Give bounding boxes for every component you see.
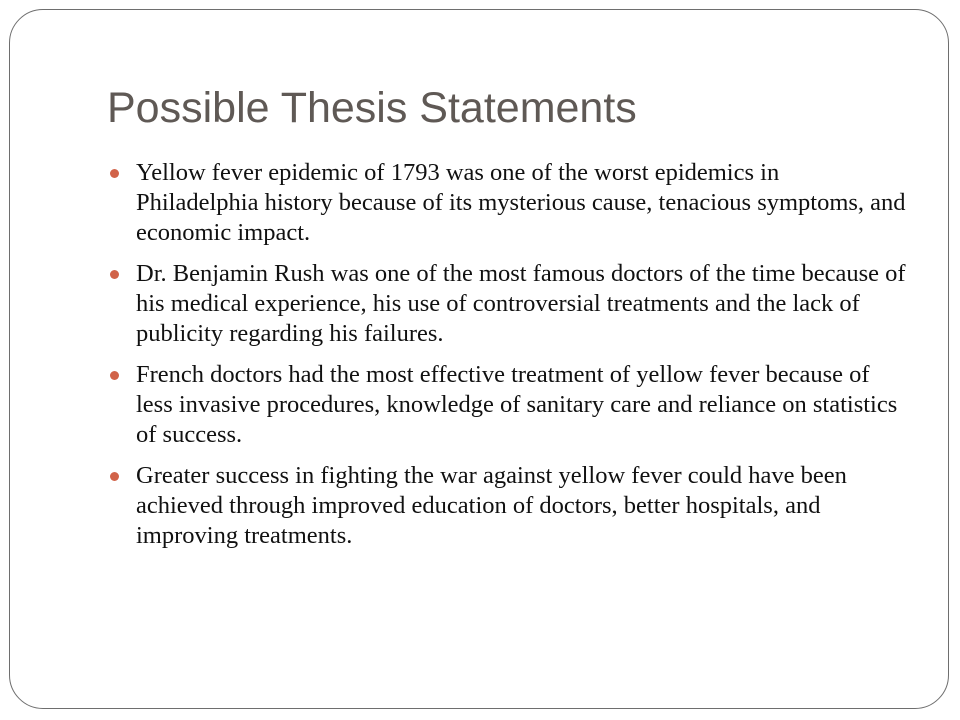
bullet-list: [107, 158, 907, 562]
bullet-text-4: Greater success in fighting the war against yellow fever could have been achieved through improved education of doctors, better hospitals, and improving treatments.: [136, 462, 847, 549]
bullet-item-2: [107, 259, 907, 349]
bullet-text-2: Dr. Benjamin Rush was one of the most famous doctors of the time because of his medical experience, his use of controversial treatments and the lack of publicity regarding his failures.: [136, 260, 906, 347]
bullet-item-4: [107, 461, 907, 551]
bullet-item-1: [107, 158, 907, 248]
bullet-dot-icon: [110, 371, 119, 380]
bullet-item-3: [107, 360, 907, 450]
bullet-dot-icon: [110, 472, 119, 481]
bullet-text-1: Yellow fever epidemic of 1793 was one of the worst epidemics in Philadelphia history because of its mysterious cause, tenacious symptoms, and economic impact.: [136, 159, 906, 246]
bullet-text-3: French doctors had the most effective treatment of yellow fever because of less invasive procedures, knowledge of sanitary care and reliance on statistics of success.: [136, 361, 898, 448]
bullet-dot-icon: [110, 270, 119, 279]
slide-title: Possible Thesis Statements: [107, 84, 637, 132]
bullet-dot-icon: [110, 169, 119, 178]
